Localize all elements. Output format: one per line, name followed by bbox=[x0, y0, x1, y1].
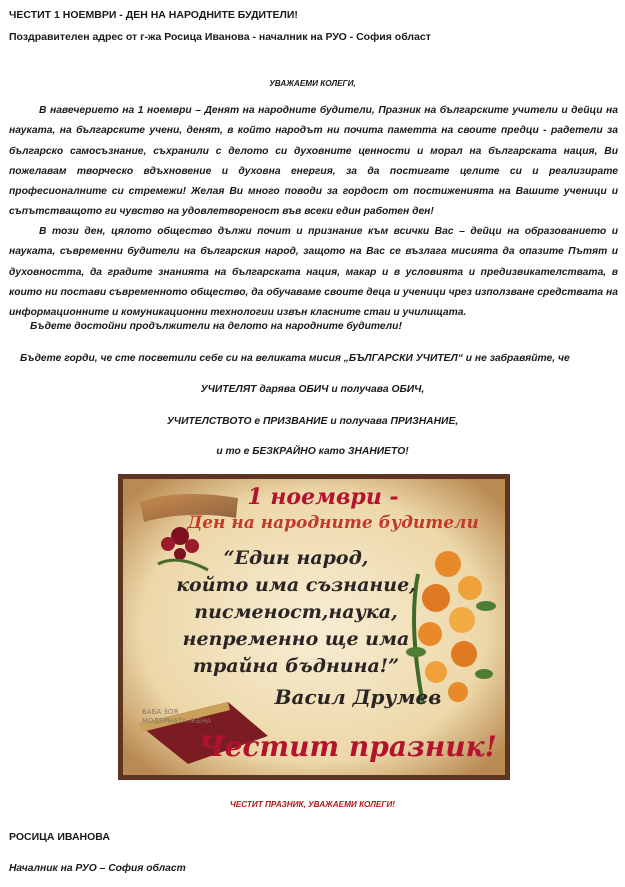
letter-line-worthy: Бъдете достойни продължители на делото на народните будители! bbox=[30, 321, 402, 332]
motto-calling: УЧИТЕЛСТВОТО е ПРИЗВАНИЕ и получава ПРИЗНАНИЕ, bbox=[166, 416, 459, 427]
banner-title-line1: 1 ноември - bbox=[247, 484, 399, 510]
signer-name: РОСИЦА ИВАНОВА bbox=[9, 831, 110, 843]
document-subtitle: Поздравителен адрес от г-жа Росица Иванова - началник на РУО - София област bbox=[9, 31, 431, 43]
banner-watermark-line1: БАБА ЗОЯ bbox=[142, 708, 179, 716]
banner-wish: Честит празник! bbox=[199, 730, 497, 763]
closing-wish: ЧЕСТИТ ПРАЗНИК, УВАЖАЕМИ КОЛЕГИ! bbox=[229, 800, 396, 809]
document-title: ЧЕСТИТ 1 НОЕМВРИ - ДЕН НА НАРОДНИТЕ БУДИТЕЛИ! bbox=[9, 9, 298, 21]
letter-paragraph-1: В навечерието на 1 ноември – Денят на народните будители, Празник на българските учители и дейци на науката, на българските учени, денят, в който народът ни почита паметта на своите предци - радетели за българско самосъзнание, съхранили с делото си духовните ценности и морал на българската нация, Ви пожелавам творческо вдъхновение и духовна енергия, за да постигате целите си и реализирате професионалните си стремежи! Желая Ви много поводи за гордост от постиженията на Вашите ученици и съпътстващото ги чувство на удовлетвореност във всеки един работен ден! bbox=[9, 105, 618, 218]
banner-author: Васил Друмев bbox=[274, 685, 442, 709]
letter-line-proud: Бъдете горди, че сте посветили себе си на великата мисия „БЪЛГАРСКИ УЧИТЕЛ“ и не забравяйте, че bbox=[20, 353, 570, 364]
banner-title-line2: Ден на народните будители bbox=[187, 513, 479, 533]
holiday-banner-image bbox=[118, 474, 510, 780]
motto-love: УЧИТЕЛЯТ дарява ОБИЧ и получава ОБИЧ, bbox=[200, 384, 425, 395]
banner-quote-line-4: непременно ще има bbox=[182, 628, 410, 650]
banner-quote-line-3: писменост,наука, bbox=[194, 601, 398, 623]
banner-quote-line-1: “Един народ, bbox=[223, 547, 369, 569]
letter-greeting: УВАЖАЕМИ КОЛЕГИ, bbox=[269, 79, 356, 88]
motto-knowledge: и то е БЕЗКРАЙНО като ЗНАНИЕТО! bbox=[216, 446, 409, 457]
banner-quote-line-5: трайна бъднина!” bbox=[192, 655, 400, 677]
banner-quote-line-2: който има съзнание, bbox=[176, 574, 416, 596]
signer-position: Началник на РУО – София област bbox=[9, 863, 186, 874]
letter-paragraph-2: В този ден, цялото общество дължи почит и признание към всички Вас – дейци на образованието и науката, съвременни будители на българския народ, защото на Вас се възлага мисията да опазите Пътят и духовността, да градите знанията на българската нация, макар и в условията и предизвикателствата, в които ни постави съвременното общество, да обучаваме своите деца и ученици чрез използване средствата на информационните и комуникационни технологии извън класните стаи и училищата. bbox=[9, 226, 618, 319]
banner-watermark-line2: МОДЕРНАТА ЖЕНА bbox=[142, 717, 212, 725]
